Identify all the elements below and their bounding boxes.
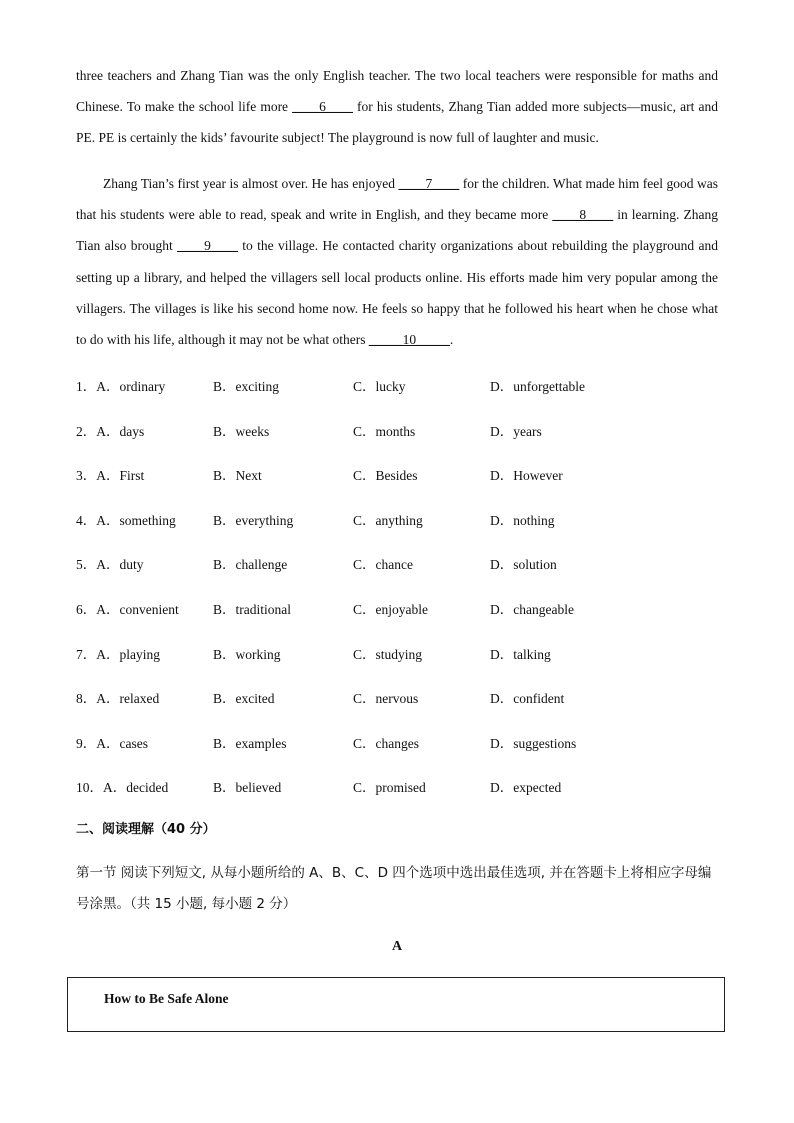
option-b: B．Next [213, 468, 262, 484]
option-a: 4．A．something [76, 512, 176, 528]
option-b: B．challenge [213, 557, 288, 573]
option-a: 1．A．ordinary [76, 379, 166, 394]
passage-text: for his students, Zhang Tian added more subjects—music, art and PE. PE is certainly the kids’ favourite subject! The playground is now full of laughter and music. [76, 99, 718, 146]
passage-text: . [449, 332, 454, 348]
option-b: B．exciting [213, 379, 279, 394]
option-d: D．suggestions [490, 735, 577, 751]
option-a: 6．A．convenient [76, 601, 179, 617]
passage-text: in learning. Zhang Tian also brought [76, 207, 718, 254]
option-c: C．studying [353, 646, 423, 662]
question-row [76, 769, 718, 814]
option-c: C．changes [353, 735, 419, 751]
question-row [76, 457, 718, 502]
blank-10: _____10_____ [368, 332, 450, 348]
option-d: D．talking [490, 646, 551, 662]
option-c: C．nervous [353, 691, 419, 707]
option-d: D．changeable [490, 601, 574, 617]
question-row [76, 413, 718, 458]
option-b: B．examples [213, 735, 287, 751]
question-row [76, 591, 718, 636]
option-a: 8．A．relaxed [76, 691, 160, 707]
option-a: 7．A．playing [76, 646, 160, 662]
passage-text: for the children. What made him feel good was that his students were able to read, speak and write in English, and they became more [76, 176, 718, 223]
question-options-list [76, 368, 718, 814]
option-d: D．expected [490, 780, 562, 796]
passage-label: A [391, 939, 403, 954]
question-row [76, 368, 718, 413]
question-row [76, 636, 718, 681]
passage-paragraph-1 [76, 60, 718, 154]
option-b: B．excited [213, 691, 275, 707]
option-c: C．anything [353, 512, 423, 528]
option-c: C．Besides [353, 468, 418, 484]
question-row [76, 502, 718, 547]
option-a: 10．A．decided [76, 780, 169, 796]
option-b: B．believed [213, 780, 282, 796]
option-d: D．nothing [490, 512, 555, 528]
question-row [76, 546, 718, 591]
blank-8: ____8____ [552, 207, 614, 223]
option-c: C．enjoyable [353, 601, 428, 617]
option-a: 3．A．First [76, 468, 145, 484]
passage-text: three teachers and Zhang Tian was the only English teacher. The two local teachers were responsible for maths and Chinese. To make the school life more [76, 68, 718, 115]
section-instruction: 第一节 阅读下列短文, 从每小题所给的 A、B、C、D 四个选项中选出最佳选项, 并在答题卡上将相应字母编号涂黑。（共 15 小题, 每小题 2 分） [76, 865, 712, 912]
option-d: D．confident [490, 691, 565, 707]
option-a: 9．A．cases [76, 735, 148, 751]
blank-6: ____6____ [292, 99, 353, 115]
option-c: C．months [353, 423, 416, 439]
option-a: 2．A．days [76, 423, 145, 439]
passage-paragraph-2 [76, 168, 718, 355]
option-c: C．lucky [353, 379, 406, 394]
passage-text: Zhang Tian’s first year is almost over. He has enjoyed [103, 176, 399, 191]
option-a: 5．A．duty [76, 557, 144, 573]
option-b: B．working [213, 646, 281, 662]
option-c: C．chance [353, 557, 413, 573]
blank-7: ____7____ [398, 176, 460, 191]
option-d: D．years [490, 423, 542, 439]
option-b: B．traditional [213, 601, 291, 617]
question-row [76, 680, 718, 725]
passage-title: How to Be Safe Alone [104, 991, 229, 1006]
section-heading: 二、阅读理解（40 分） [76, 822, 216, 837]
option-c: C．promised [353, 780, 426, 796]
option-b: B．weeks [213, 423, 270, 439]
blank-9: ____9____ [177, 238, 238, 254]
option-d: D．However [490, 468, 563, 484]
option-d: D．solution [490, 557, 557, 573]
passage-box [67, 977, 725, 1032]
question-row [76, 725, 718, 770]
option-b: B．everything [213, 512, 294, 528]
passage-text: to the village. He contacted charity organizations about rebuilding the playground and setting up a library, and helped the villagers sell local products online. His efforts made him very popular among the villagers. The villages is like his second home now. He feels so happy that he followed his heart when he chose what to do with his life, although it may not be what others [76, 238, 718, 348]
option-d: D．unforgettable [490, 379, 585, 394]
